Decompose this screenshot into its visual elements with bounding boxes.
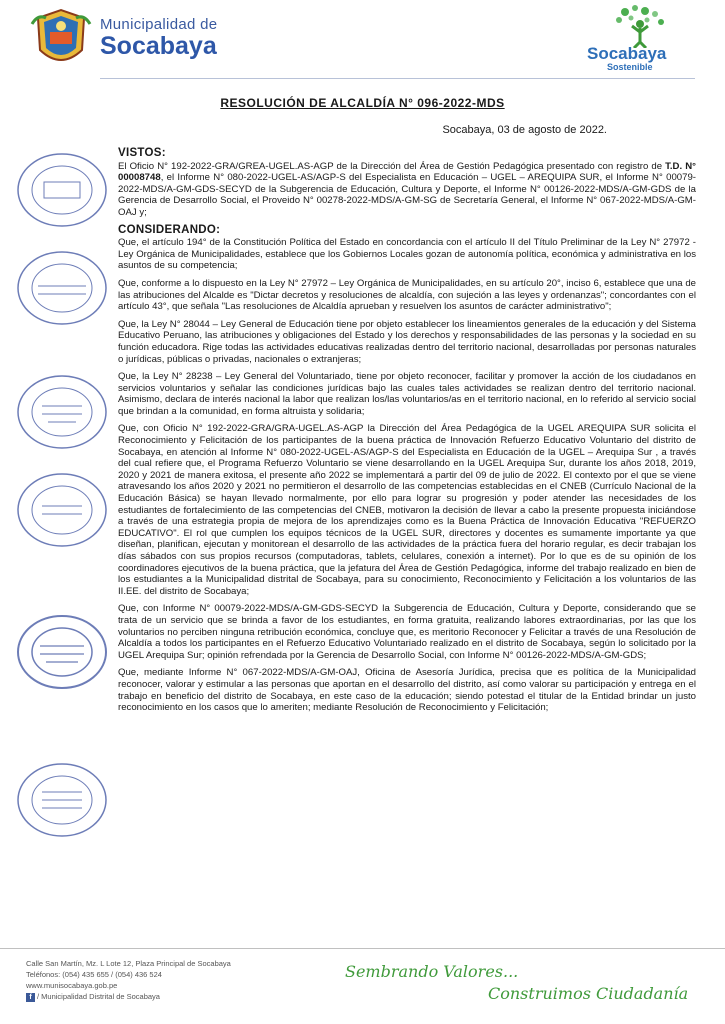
municipality-name-line1: Municipalidad de bbox=[100, 16, 218, 33]
vistos-text-b: , el Informe N° 080-2022-UGEL-AS/AGP-S del Especialista en Educación – UGEL – AREQUIPA SUR, el Informe N° 00079-2022-MDS/A-GM-GDS-SECYD de la Subgerencia de Educación, Cultura y Deporte, el Informe N° 00126-2022-MDS/A-GM-GDS de la Gerencia de Desarrollo Social, el Proveido N° 00278-2022-MDS/A-GM-SG de Secretaría General, el Informe N° 067-2022-MDS/A-GM-OAJ y; bbox=[118, 172, 696, 218]
municipal-crest-icon bbox=[30, 6, 92, 72]
resolution-body bbox=[118, 146, 696, 720]
resolution-title-text: RESOLUCIÓN DE ALCALDÍA N° 096-2022-MDS bbox=[220, 96, 505, 110]
stamp-municipal-seal bbox=[14, 150, 110, 230]
considerando-paragraph-3: Que, la Ley N° 28044 – Ley General de Educación tiene por objeto establecer los lineamientos generales de la educación y del Sistema Educativo Peruano, las atribuciones y obligaciones del Estado y los derechos y responsabilidades de las personas y la sociedad en su función educadora. Rige todas las actividades educativas realizadas dentro del territorio nacional, desarrolladas por personas naturales o jurídicas, públicas o privadas, nacionales o extranjeras; bbox=[118, 318, 696, 365]
slogan-line2: Construimos Ciudadanía bbox=[488, 984, 689, 1003]
header-divider bbox=[100, 78, 695, 79]
footer-phones: Teléfonos: (054) 435 655 / (054) 436 524 bbox=[26, 970, 162, 979]
resolution-title bbox=[0, 96, 725, 110]
footer-address: Calle San Martín, Mz. L Lote 12, Plaza Principal de Socabaya bbox=[26, 959, 231, 968]
footer-contact bbox=[26, 958, 231, 1002]
stamp-secretaria-general bbox=[14, 612, 110, 692]
resolution-date: Socabaya, 03 de agosto de 2022. bbox=[442, 124, 607, 136]
logo-subtitle: Sostenible bbox=[607, 62, 653, 72]
footer-facebook[interactable] bbox=[26, 991, 231, 1002]
stamp-gerencia-municipal bbox=[14, 248, 110, 328]
considerando-paragraph-6: Que, con Informe N° 00079-2022-MDS/A-GM-GDS-SECYD la Subgerencia de Educación, Cultura y Deporte, considerando que se trata de un servicio que se brinda a favor de los estudiantes, en forma gratuita, realizando labores extraordinarias, por las que los voluntarios no perciben ninguna retribución económica, concluye que, es meritorio Reconocer y Felicitar a través de una Resolución de Alcaldía a todos los participantes en el Refuerzo Educativo Voluntariado realizado en el distrito de Socabaya, según lo solicitado por la UGEL Arequipa Sur; opinión refrendada por la Gerencia de Desarrollo Social, con Informe N° 00126-2022-MDS/A-GM-GDS; bbox=[118, 603, 696, 661]
considerando-paragraph-7: Que, mediante Informe N° 067-2022-MDS/A-GM-OAJ, Oficina de Asesoría Jurídica, precisa que es política de la Municipalidad reconocer, valorar y estimular a las personas que aportan en el desarrollo del distrito, así como valorar su participación y entrega en el trabajo en beneficio del distrito de Socabaya, en este caso de la educación; siendo potestad el titular de la Entidad brindar un justo reconocimiento en los casos que lo ameriten; mediante Resolución de Reconocimiento y Felicitación; bbox=[118, 667, 696, 714]
stamp-gerencia-desarrollo bbox=[14, 470, 110, 550]
facebook-icon: f bbox=[26, 993, 35, 1002]
vistos-heading: VISTOS: bbox=[118, 147, 166, 159]
considerando-paragraph-5: Que, con Oficio N° 192-2022-GRA/GRA-UGEL.AS-AGP la Dirección del Área Pedagógica de la UGEL AREQUIPA SUR solicita el Reconocimiento y Felicitación de los participantes de la buena práctica de Innovación Refuerzo Educativo Voluntario del distrito de Socabaya, en atención al Informe N° 080-2022-UGEL-AS/AGP-S del Especialista en Educación de la UGEL – Arequipa Sur , a través del cual refiere que, el Programa Refuerzo Voluntario se viene desarrollando en la UGEL Arequipa Sur, durante los años 2018, 2019, 2020 y 2021 de manera exitosa, el presente año 2022 se implementará a partir del 09 de julio de 2022. El contexto por el que se viene atravesando los años 2020 y 2021 no permitieron el desarrollo de las competencias establecidas en el CNEB (Currículo Nacional de la Educación Básica) se hayan llevado normalmente, por ello para lograr su progresión y poder atender las necesidades de los estudiantes de fortalecimiento de las competencias del CNEB, motivaron la decisión de llevar a cabo la presente propuesta iniciándose a través de una estrategia propia de mejora de los aprendizajes como es la Buena Práctica de Innovación Educativa "REFUERZO EDUCATIVO". El rol que cumplen los equipos técnicos de la UGEL SUR, directores y docentes es sumamente importante ya que diseñan, planifican, ejecutan y monitorean el desarrollo de las actividades de la práctica fuera del horario regular, es decir trabajan los días sábados con sus propios recursos (computadoras, tablets, celulares, conexión a internet). Por lo que es de su opinión de los coordinadores ejecutivos de la buena práctica, que la jefatura del Área de Gestión Pedagógica, informe del trabajo realizado en bien de los estudiantes a la Municipalidad distrital de Socabaya, para su conocimiento, Reconocimiento y Felicitación a los voluntarios de las II.EE. del distrito de Socabaya; bbox=[118, 423, 696, 597]
vistos-text-a: El Oficio N° 192-2022-GRA/GREA-UGEL.AS-AGP de la Dirección del Área de Gestión Pedagógica presentado con registro de bbox=[118, 160, 666, 172]
vistos-paragraph bbox=[118, 161, 696, 219]
footer-website-link[interactable]: www.munisocabaya.gob.pe bbox=[26, 981, 118, 990]
considerando-paragraph-4: Que, la Ley N° 28238 – Ley General del Voluntariado, tiene por objeto reconocer, facilitar y promover la acción de los ciudadanos en servicios voluntarios y señalar las condiciones jurídicas bajo las cuales tales actividades se realizan dentro del territorio nacional. Asimismo, declara de interés nacional la labor que realizan los/las voluntarios/as en el territorio nacional, en lo referido al servicio social que brindan a la comunidad, en forma altruista y solidaria; bbox=[118, 371, 696, 417]
stamp-subgerencia-educacion bbox=[14, 760, 110, 840]
considerando-paragraph-1: Que, el artículo 194° de la Constitución Política del Estado en concordancia con el artículo II del Título Preliminar de la Ley N° 27972 - Ley Orgánica de Municipalidades, establece que los Gobiernos Locales gozan de autonomía política, económica y administrativa en los asuntos de su competencia; bbox=[118, 237, 696, 272]
tree-figure-icon bbox=[585, 4, 695, 48]
logo-title: Socabaya bbox=[587, 44, 667, 63]
considerando-paragraph-2: Que, conforme a lo dispuesto en la Ley N° 27972 – Ley Orgánica de Municipalidades, en su artículo 20°, inciso 6, establece que una de las atribuciones del Alcalde es "Dictar decretos y resoluciones de alcaldía, con sujeción a las leyes y ordenanzas"; concordantes con el artículo 43°, que señala "Las resoluciones de Alcaldía aprueban y resuelven los asuntos de carácter administrativo"; bbox=[118, 277, 696, 313]
municipality-name bbox=[100, 16, 217, 59]
considerando-heading: CONSIDERANDO: bbox=[118, 223, 221, 236]
municipality-name-line2: Socabaya bbox=[100, 32, 217, 60]
slogan-line1: Sembrando Valores... bbox=[345, 962, 519, 981]
stamp-oficina-asesoria-juridica bbox=[14, 372, 110, 452]
footer-divider bbox=[0, 948, 725, 949]
footer-facebook-text: / Municipalidad Distrital de Socabaya bbox=[37, 992, 160, 1001]
letterhead bbox=[0, 0, 725, 80]
vistos-td-number: T.D. N° 00008748 bbox=[118, 160, 696, 184]
socabaya-sostenible-logo bbox=[585, 4, 695, 76]
